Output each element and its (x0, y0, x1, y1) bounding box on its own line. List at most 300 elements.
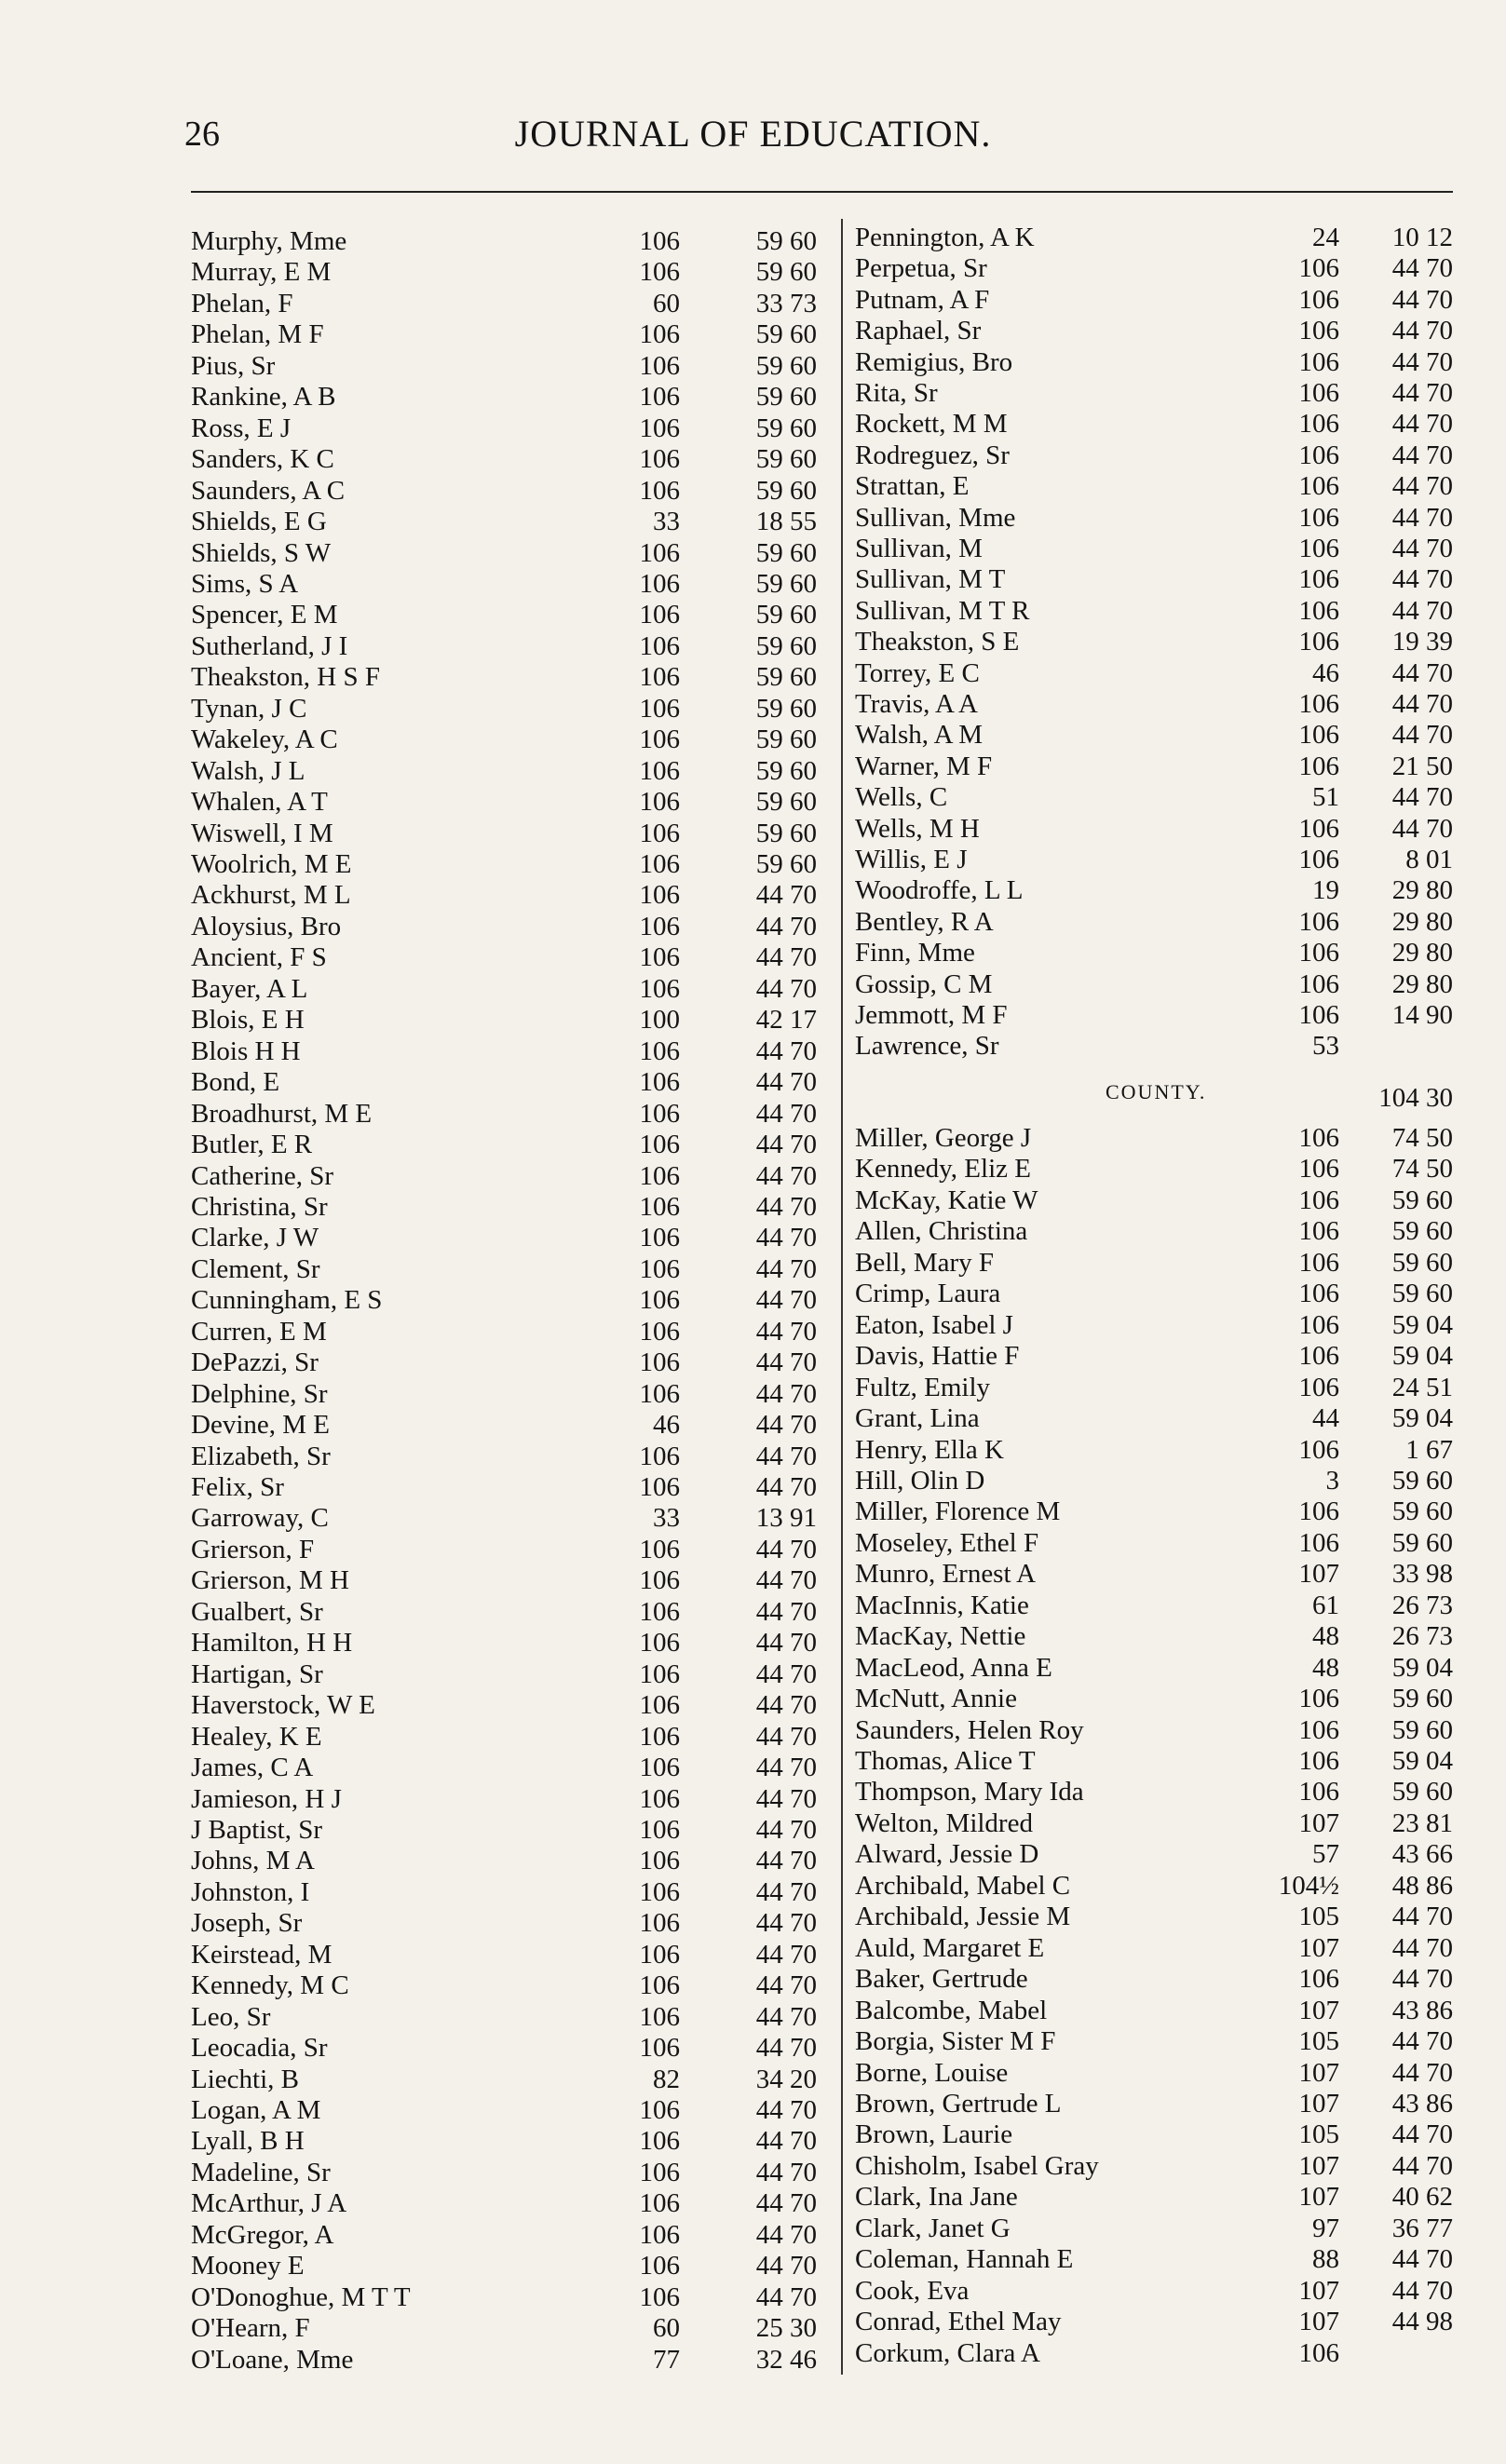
entry-days: 60 (653, 288, 680, 318)
entry-days: 106 (639, 787, 680, 818)
entry-name: Putnam, A F (855, 284, 990, 315)
entry-amount: 44 70 (1391, 409, 1453, 440)
entry-amount: 44 70 (1391, 1932, 1453, 1963)
entry-days: 106 (639, 600, 680, 630)
entry-name: Balcombe, Mabel (855, 1995, 1048, 2025)
entry-name: Sutherland, J I (191, 630, 348, 661)
entry-amount: 44 70 (755, 1783, 817, 1814)
entry-name: Catherine, Sr (191, 1160, 334, 1191)
entry-days: 106 (639, 911, 680, 941)
entry-amount: 43 66 (1391, 1839, 1453, 1870)
entry-days: 106 (639, 1036, 680, 1066)
entry-name: O'Hearn, F (191, 2313, 310, 2344)
entry-name: Madeline, Sr (191, 2157, 331, 2187)
entry-name: Clement, Sr (191, 1253, 320, 1284)
entry-name: Mooney E (191, 2251, 305, 2281)
entry-amount: 40 62 (1391, 2182, 1453, 2213)
entry-name: Shields, S W (191, 537, 332, 568)
entry-amount: 44 70 (755, 2219, 817, 2250)
entry-name: Phelan, F (191, 288, 293, 318)
entry-amount: 59 60 (1391, 1714, 1453, 1745)
entry-days: 106 (1298, 1341, 1339, 1372)
entry-name: Pius, Sr (191, 350, 276, 381)
entry-name: Felix, Sr (191, 1472, 284, 1502)
entry-name: Saunders, A C (191, 475, 346, 506)
entry-name: Pennington, A K (855, 223, 1035, 252)
entry-days: 106 (1298, 751, 1339, 781)
entry-days: 77 (653, 2344, 680, 2375)
entry-days: 106 (1298, 968, 1339, 999)
entry-amount: 44 70 (1391, 1902, 1453, 1932)
entry-days: 106 (639, 1098, 680, 1129)
entry-name: Murray, E M (191, 257, 332, 288)
entry-amount: 44 70 (755, 2188, 817, 2219)
entry-name: McGregor, A (191, 2219, 334, 2250)
entry-amount: 44 70 (755, 1036, 817, 1066)
entry-name: Kennedy, Eliz E (855, 1154, 1031, 1185)
entry-days: 106 (639, 1846, 680, 1876)
entry-name: Archibald, Jessie M (855, 1902, 1071, 1932)
entry-name: Auld, Margaret E (855, 1932, 1045, 1963)
entry-amount: 44 70 (755, 1721, 817, 1752)
entry-amount: 59 60 (755, 818, 817, 848)
entry-days: 60 (653, 2313, 680, 2344)
entry-amount: 44 70 (755, 973, 817, 1004)
entry-amount: 59 60 (755, 475, 817, 506)
entry-days: 106 (1298, 813, 1339, 844)
entry-name: Remigius, Bro (855, 346, 1013, 377)
entry-days: 48 (1312, 1621, 1339, 1652)
entry-name: Warner, M F (855, 751, 993, 781)
entry-days: 82 (653, 2064, 680, 2094)
entry-name: Willis, E J (855, 845, 968, 874)
entry-days: 106 (639, 1876, 680, 1907)
entry-days: 105 (1298, 1902, 1339, 1932)
entry-days: 106 (1298, 1185, 1339, 1215)
entry-days: 106 (639, 1753, 680, 1783)
entry-amount: 59 60 (1391, 1684, 1453, 1714)
entry-name: Baker, Gertrude (855, 1964, 1028, 1995)
entry-amount: 44 70 (755, 1628, 817, 1658)
entry-days: 107 (1298, 2275, 1339, 2306)
entry-days: 106 (1298, 534, 1339, 563)
entry-name: Ancient, F S (191, 942, 327, 973)
entry-amount: 42 17 (755, 1005, 817, 1036)
entry-days: 106 (639, 1690, 680, 1721)
entry-amount: 29 80 (1391, 875, 1453, 906)
entry-amount: 44 70 (755, 1441, 817, 1471)
entry-amount: 59 60 (755, 257, 817, 288)
entry-days: 106 (639, 1534, 680, 1564)
entry-days: 106 (1298, 627, 1339, 657)
entry-amount: 19 39 (1391, 627, 1453, 657)
entry-days: 106 (639, 1939, 680, 1970)
entry-amount: 44 70 (755, 1596, 817, 1627)
entry-days: 106 (639, 849, 680, 879)
entry-name: Travis, A A (855, 689, 978, 719)
entry-days: 106 (639, 1316, 680, 1347)
entry-days: 106 (639, 630, 680, 661)
entry-name: Moseley, Ethel F (855, 1527, 1039, 1558)
entry-amount: 44 70 (755, 1285, 817, 1316)
entry-days: 48 (1312, 1652, 1339, 1683)
entry-amount: 59 60 (1391, 1527, 1453, 1558)
entry-amount: 74 50 (1391, 1123, 1453, 1153)
entry-name: Devine, M E (191, 1410, 330, 1441)
entry-amount: 44 70 (1391, 502, 1453, 533)
entry-name: MacInnis, Katie (855, 1590, 1029, 1620)
entry-name: Corkum, Clara A (855, 2337, 1040, 2368)
entry-amount: 44 70 (755, 1223, 817, 1253)
entry-days: 106 (639, 1472, 680, 1502)
entry-name: O'Loane, Mme (191, 2344, 354, 2375)
entry-amount: 44 70 (755, 1160, 817, 1191)
entry-name: Miller, George J (855, 1123, 1032, 1153)
entry-name: Bond, E (191, 1067, 280, 1098)
entry-amount: 44 70 (755, 1534, 817, 1564)
entry-days: 106 (1298, 938, 1339, 968)
entry-name: Perpetua, Sr (855, 253, 987, 284)
page-number: 26 (184, 115, 220, 154)
entry-amount: 44 70 (1391, 471, 1453, 502)
entry-amount: 59 60 (755, 382, 817, 413)
entry-days: 106 (639, 2095, 680, 2125)
entry-days: 107 (1298, 1807, 1339, 1838)
entry-name: Hartigan, Sr (191, 1658, 323, 1689)
entry-days: 106 (1298, 1496, 1339, 1527)
entry-days: 46 (653, 1410, 680, 1441)
entry-amount: 14 90 (1391, 1000, 1453, 1030)
entry-amount: 44 70 (1391, 316, 1453, 346)
entry-amount: 59 60 (755, 568, 817, 599)
entry-amount: 44 70 (1391, 378, 1453, 408)
entry-days: 106 (639, 1378, 680, 1409)
entry-days: 107 (1298, 2150, 1339, 2181)
entry-amount: 44 70 (755, 2095, 817, 2125)
entry-name: McNutt, Annie (855, 1684, 1017, 1714)
entry-amount: 44 70 (1391, 2150, 1453, 2181)
entry-days: 106 (639, 350, 680, 381)
entry-amount: 44 70 (755, 1939, 817, 1970)
entry-days: 106 (639, 1347, 680, 1378)
entry-days: 88 (1312, 2244, 1339, 2275)
entry-name: Joseph, Sr (191, 1908, 303, 1939)
entry-amount: 29 80 (1391, 906, 1453, 937)
entry-amount: 43 86 (1391, 1995, 1453, 2025)
entry-name: Elizabeth, Sr (191, 1441, 331, 1471)
entry-amount: 23 81 (1391, 1807, 1453, 1838)
entry-days: 106 (1298, 564, 1339, 595)
entry-name: Allen, Christina (855, 1216, 1028, 1247)
entry-amount: 59 04 (1391, 1403, 1453, 1434)
entry-days: 106 (639, 2281, 680, 2312)
entry-days: 106 (639, 568, 680, 599)
entry-days: 106 (1298, 346, 1339, 377)
entry-amount: 44 70 (755, 942, 817, 973)
entry-days: 106 (1298, 906, 1339, 937)
entry-name: Sims, S A (191, 568, 299, 599)
entry-name: Rankine, A B (191, 382, 336, 413)
entry-days: 19 (1312, 875, 1339, 906)
entry-amount: 21 50 (1391, 751, 1453, 781)
entry-name: Tynan, J C (191, 693, 307, 724)
entry-days: 107 (1298, 2088, 1339, 2119)
entry-days: 105 (1298, 2119, 1339, 2150)
entry-name: Gualbert, Sr (191, 1596, 323, 1627)
entry-name: Wiswell, I M (191, 818, 333, 848)
entry-name: Thomas, Alice T (855, 1746, 1036, 1776)
entry-days: 106 (639, 1223, 680, 1253)
entry-amount: 59 60 (1391, 1185, 1453, 1215)
entry-amount: 29 80 (1391, 938, 1453, 968)
entry-amount: 32 46 (755, 2344, 817, 2375)
entry-days: 107 (1298, 2182, 1339, 2213)
entry-days: 106 (1298, 1309, 1339, 1340)
entry-amount: 34 20 (755, 2064, 817, 2094)
entry-amount: 26 73 (1391, 1621, 1453, 1652)
entry-amount: 44 70 (755, 1472, 817, 1502)
entry-days: 106 (1298, 1247, 1339, 1278)
entry-name: Sullivan, M (855, 534, 983, 563)
entry-name: Clarke, J W (191, 1223, 319, 1253)
entry-days: 106 (639, 1565, 680, 1596)
entry-amount: 59 60 (755, 350, 817, 381)
entry-amount: 44 70 (755, 1316, 817, 1347)
entry-days: 106 (639, 942, 680, 973)
entry-name: Healey, K E (191, 1721, 322, 1752)
entry-amount: 44 70 (755, 1876, 817, 1907)
entry-name: Rockett, M M (855, 409, 1008, 440)
entry-amount: 44 70 (755, 1908, 817, 1939)
entry-name: McArthur, J A (191, 2188, 347, 2219)
entry-name: McKay, Katie W (855, 1185, 1038, 1215)
entry-name: Woolrich, M E (191, 849, 352, 879)
entry-days: 106 (639, 880, 680, 911)
entry-days: 24 (1312, 223, 1339, 252)
entry-name: Jamieson, H J (191, 1783, 342, 1814)
entry-name: Hill, Olin D (855, 1465, 985, 1496)
entry-days: 106 (639, 2126, 680, 2157)
entry-name: Liechti, B (191, 2064, 299, 2094)
entry-name: Butler, E R (191, 1130, 313, 1160)
entry-name: Garroway, C (191, 1503, 329, 1534)
entry-amount: 44 70 (755, 2126, 817, 2157)
entry-name: Alward, Jessie D (855, 1839, 1039, 1870)
entry-days: 3 (1325, 1465, 1339, 1496)
entry-amount: 59 04 (1391, 1652, 1453, 1683)
header-rule (191, 191, 1453, 193)
entry-days: 106 (639, 2219, 680, 2250)
entry-days: 106 (639, 1658, 680, 1689)
entry-name: Johnston, I (191, 1876, 310, 1907)
entry-days: 106 (639, 662, 680, 693)
entry-amount: 44 70 (1391, 720, 1453, 751)
county-total-amount: 104 30 (1378, 1083, 1453, 1113)
entry-days: 106 (1298, 1527, 1339, 1558)
entry-amount: 44 70 (1391, 346, 1453, 377)
entry-amount: 44 70 (755, 1191, 817, 1222)
entry-days: 61 (1312, 1590, 1339, 1620)
entry-amount: 33 98 (1391, 1559, 1453, 1590)
entry-amount: 44 70 (755, 1658, 817, 1689)
entry-name: Welton, Mildred (855, 1807, 1033, 1838)
entry-amount: 44 70 (755, 1970, 817, 2001)
entry-name: Borgia, Sister M F (855, 2026, 1056, 2057)
entry-name: Crimp, Laura (855, 1279, 1001, 1309)
entry-name: Brown, Laurie (855, 2119, 1013, 2150)
entry-amount: 44 70 (755, 1410, 817, 1441)
entry-days: 106 (639, 2001, 680, 2032)
entry-name: Conrad, Ethel May (855, 2307, 1062, 2337)
entry-amount: 33 73 (755, 288, 817, 318)
entry-name: Borne, Louise (855, 2057, 1009, 2088)
entry-days: 106 (639, 1628, 680, 1658)
entry-days: 106 (639, 413, 680, 443)
entry-days: 106 (1298, 284, 1339, 315)
entry-amount: 10 12 (1391, 223, 1453, 252)
entry-name: James, C A (191, 1753, 314, 1783)
entry-days: 107 (1298, 1995, 1339, 2025)
entry-days: 33 (653, 507, 680, 537)
entry-days: 104½ (1278, 1870, 1339, 1901)
entry-name: Munro, Ernest A (855, 1559, 1037, 1590)
entry-days: 51 (1312, 782, 1339, 813)
entry-amount: 43 86 (1391, 2088, 1453, 2119)
entry-name: J Baptist, Sr (191, 1814, 322, 1845)
entry-days: 106 (1298, 253, 1339, 284)
entry-name: Grierson, F (191, 1534, 315, 1564)
entry-name: Phelan, M F (191, 319, 324, 350)
entry-amount: 44 70 (1391, 595, 1453, 626)
entry-name: Curren, E M (191, 1316, 327, 1347)
entry-amount: 59 60 (1391, 1216, 1453, 1247)
entry-name: O'Donoghue, M T T (191, 2281, 411, 2312)
entry-days: 105 (1298, 2026, 1339, 2057)
entry-name: Woodroffe, L L (855, 875, 1024, 906)
entry-amount: 44 70 (755, 2001, 817, 2032)
entry-amount: 44 70 (1391, 2057, 1453, 2088)
entry-days: 106 (639, 1970, 680, 2001)
entry-amount: 44 70 (755, 1814, 817, 1845)
entry-name: Leocadia, Sr (191, 2033, 328, 2064)
entry-amount: 59 60 (1391, 1496, 1453, 1527)
entry-amount: 44 70 (755, 2157, 817, 2187)
entry-days: 106 (1298, 1279, 1339, 1309)
county-heading: COUNTY. (1106, 1080, 1207, 1103)
entry-amount: 44 70 (755, 1378, 817, 1409)
entry-days: 106 (639, 257, 680, 288)
entry-days: 106 (639, 1441, 680, 1471)
entry-name: Theakston, H S F (191, 662, 380, 693)
entry-amount: 44 70 (1391, 2026, 1453, 2057)
entry-amount: 44 70 (755, 1690, 817, 1721)
entry-days: 100 (639, 1005, 680, 1036)
entry-amount: 44 70 (1391, 657, 1453, 688)
entry-name: Chisholm, Isabel Gray (855, 2150, 1099, 2181)
entry-days: 106 (639, 1130, 680, 1160)
entry-days: 33 (653, 1503, 680, 1534)
entry-days: 106 (639, 537, 680, 568)
entry-name: Wells, M H (855, 813, 980, 844)
entry-name: Henry, Ella K (855, 1434, 1004, 1465)
entry-days: 107 (1298, 2057, 1339, 2088)
entry-name: Bayer, A L (191, 973, 308, 1004)
entry-amount: 59 60 (1391, 1777, 1453, 1807)
entry-days: 106 (639, 818, 680, 848)
entry-name: Clark, Ina Jane (855, 2182, 1018, 2213)
entry-name: Archibald, Mabel C (855, 1870, 1071, 1901)
entry-amount: 59 60 (755, 537, 817, 568)
entry-days: 106 (1298, 1123, 1339, 1153)
entry-name: Sanders, K C (191, 444, 334, 475)
entry-name: Bentley, R A (855, 906, 994, 937)
entry-days: 106 (639, 475, 680, 506)
entry-days: 106 (639, 226, 680, 256)
entry-name: Murphy, Mme (191, 226, 347, 256)
entry-name: Keirstead, M (191, 1939, 332, 1970)
entry-name: Sullivan, M T R (855, 595, 1030, 626)
entry-amount: 13 91 (755, 1503, 817, 1534)
entry-name: Spencer, E M (191, 600, 338, 630)
entry-amount: 8 01 (1405, 845, 1453, 874)
entry-amount: 18 55 (755, 507, 817, 537)
entry-amount: 24 51 (1391, 1372, 1453, 1402)
entry-amount: 44 70 (1391, 2244, 1453, 2275)
entry-name: Wells, C (855, 782, 948, 813)
entry-days: 107 (1298, 1559, 1339, 1590)
entry-amount: 59 04 (1391, 1309, 1453, 1340)
entry-amount: 44 70 (755, 880, 817, 911)
entry-amount: 44 70 (1391, 534, 1453, 563)
entry-name: Davis, Hattie F (855, 1341, 1020, 1372)
entry-days: 106 (1298, 845, 1339, 874)
entry-days: 106 (639, 755, 680, 786)
entry-amount: 48 86 (1391, 1870, 1453, 1901)
entry-days: 106 (639, 1160, 680, 1191)
entry-days: 106 (639, 2188, 680, 2219)
entry-amount: 44 70 (755, 1130, 817, 1160)
entry-amount: 59 04 (1391, 1341, 1453, 1372)
entry-amount: 44 70 (755, 1846, 817, 1876)
entry-days: 106 (1298, 720, 1339, 751)
entry-days: 106 (1298, 2337, 1339, 2368)
entry-days: 106 (1298, 1714, 1339, 1745)
entry-name: Brown, Gertrude L (855, 2088, 1062, 2119)
entry-name: Kennedy, M C (191, 1970, 349, 2001)
entry-amount: 59 60 (755, 226, 817, 256)
entry-amount: 44 70 (1391, 440, 1453, 470)
entry-days: 106 (639, 693, 680, 724)
entry-days: 106 (1298, 689, 1339, 719)
entry-name: Cunningham, E S (191, 1285, 383, 1316)
entry-name: Rita, Sr (855, 378, 938, 408)
entry-name: Shields, E G (191, 507, 327, 537)
entry-amount: 44 70 (755, 1067, 817, 1098)
entry-name: MacKay, Nettie (855, 1621, 1026, 1652)
entry-days: 106 (639, 2033, 680, 2064)
entry-days: 106 (639, 2251, 680, 2281)
entry-name: Gossip, C M (855, 968, 993, 999)
entry-name: Clark, Janet G (855, 2213, 1011, 2243)
entry-amount: 59 60 (1391, 1279, 1453, 1309)
entry-amount: 25 30 (755, 2313, 817, 2344)
entry-name: Hamilton, H H (191, 1628, 353, 1658)
entry-name: Sullivan, M T (855, 564, 1006, 595)
entry-days: 97 (1312, 2213, 1339, 2243)
entry-days: 106 (1298, 1964, 1339, 1995)
entry-days: 106 (1298, 1000, 1339, 1030)
entry-name: Johns, M A (191, 1846, 315, 1876)
